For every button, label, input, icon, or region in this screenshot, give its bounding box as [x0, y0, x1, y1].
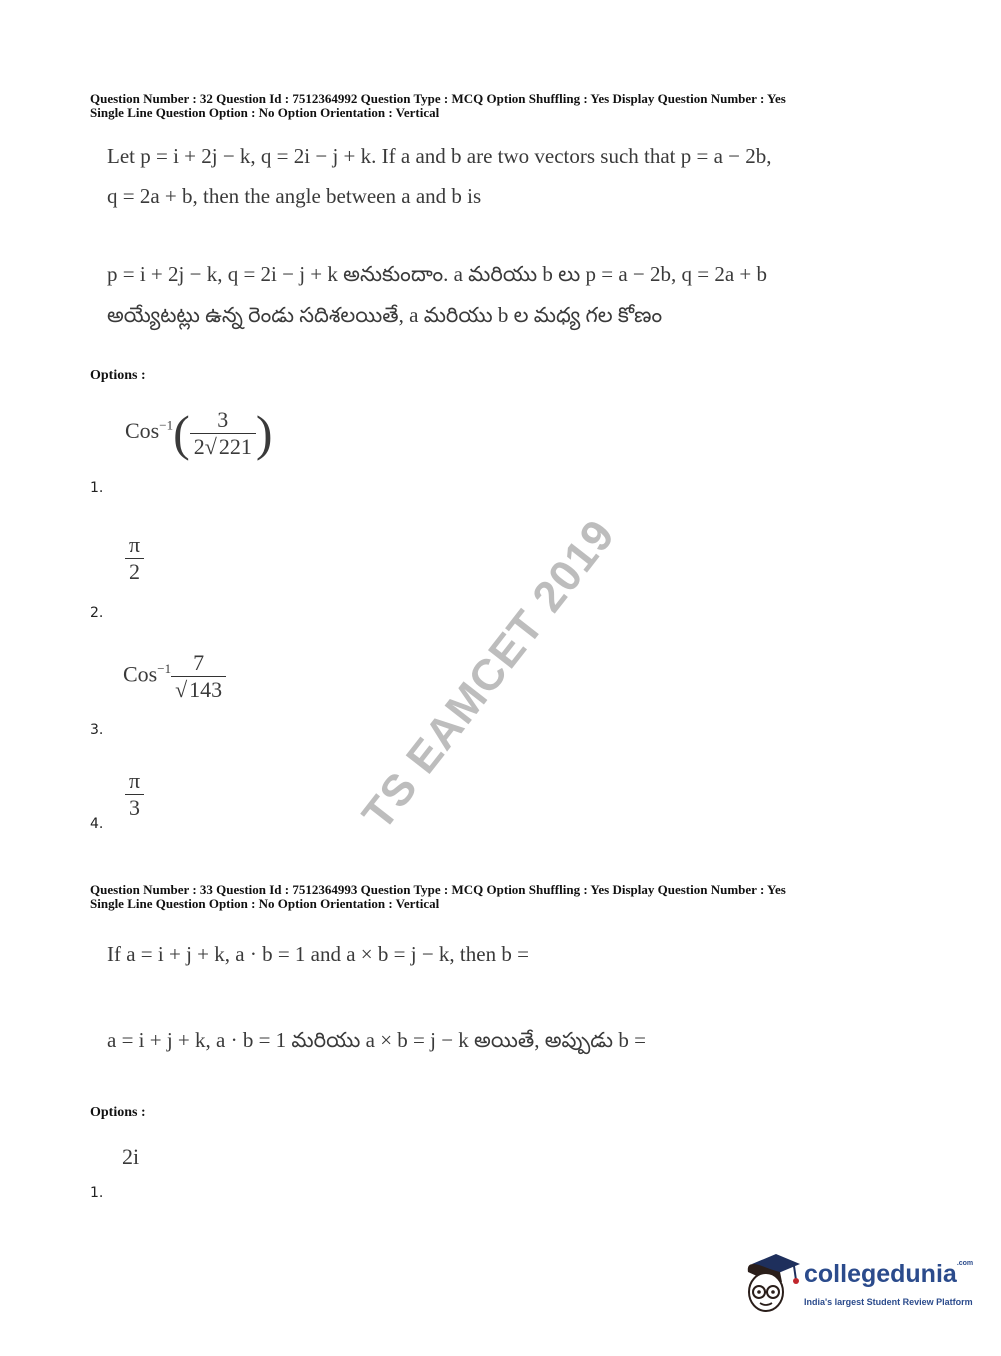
watermark: TS EAMCET 2019 — [353, 510, 625, 839]
q32-option-3-number: 3. — [90, 722, 104, 738]
q32-option-2-numerator: π — [129, 532, 141, 557]
collegedunia-logo[interactable] — [742, 1250, 972, 1320]
logo-name: collegedunia — [804, 1260, 957, 1288]
q32-meta-line2: Single Line Question Option : No Option Orientation : Vertical — [90, 105, 440, 120]
q33-option-1-number: 1. — [90, 1185, 104, 1201]
q32-option-4-denominator: 3 — [125, 794, 144, 821]
q33-metadata — [90, 883, 970, 911]
q33-english-line1: If a = i + j + k, a · b = 1 and a × b = j − k, then b = — [107, 942, 529, 966]
q32-option-4-expression — [125, 768, 144, 821]
q32-meta-line1: Question Number : 32 Question Id : 7512364992 Question Type : MCQ Option Shuffling : Yes Display Question Number : Yes — [90, 91, 786, 106]
q32-english-line2: q = 2a + b, then the angle between a and b is — [107, 184, 482, 208]
q32-option-2-denominator: 2 — [125, 558, 144, 585]
q33-options-label: Options : — [90, 1105, 146, 1120]
q32-option-1-den-coef: 2 — [193, 433, 205, 459]
q32-metadata — [90, 92, 970, 120]
q32-option-1-den-root: 221 — [218, 433, 252, 459]
q32-option-2-expression — [125, 532, 144, 585]
q32-option-3-expression: Cos$^{-1}$ $\frac{7}{√143}$ — [123, 650, 226, 703]
q33-telugu-line1: a = i + j + k, a · b = 1 మరియు a × b = j − k అయితే, అప్పుడు b = — [107, 1028, 646, 1052]
q32-option-1-numerator: 3 — [217, 406, 229, 432]
q32-option-3-numerator: 7 — [193, 650, 205, 675]
q32-options-label: Options : — [90, 368, 146, 383]
q32-option-2-number: 2. — [90, 605, 104, 621]
mascot-icon — [742, 1250, 802, 1316]
q32-option-3-exp: −1 — [157, 661, 172, 677]
q33-meta-line2: Single Line Question Option : No Option Orientation : Vertical — [90, 896, 440, 911]
q32-option-4-number: 4. — [90, 816, 104, 832]
q33-meta-line1: Question Number : 33 Question Id : 7512364993 Question Type : MCQ Option Shuffling : Yes Display Question Number : Yes — [90, 882, 786, 897]
q32-option-1-expression: Cos$^{-1}$( $\frac{3}{2√221}$ ) — [125, 405, 273, 461]
q32-telugu-line2: అయ్యేటట్లు ఉన్న రెండు సదిశలయితే, a మరియు b ల మధ్య గల కోణం — [107, 303, 663, 327]
q32-english-line1: Let p = i + 2j − k, q = 2i − j + k. If a and b are two vectors such that p = a − 2b, — [107, 144, 772, 168]
logo-com: .com — [956, 1260, 974, 1267]
q32-option-3-fn: Cos — [123, 661, 158, 687]
q32-option-4-numerator: π — [129, 768, 141, 793]
q32-telugu-line1: p = i + 2j − k, q = 2i − j + k అనుకుందాం. a మరియు b లు p = a − 2b, q = 2a + b — [107, 262, 768, 286]
logo-tagline: India's largest Student Review Platform — [804, 1297, 973, 1307]
q32-option-1-number: 1. — [90, 480, 104, 496]
q32-option-1-fn: Cos — [125, 418, 160, 444]
q33-option-1-expression: 2i — [122, 1144, 140, 1169]
q32-option-3-den-root: 143 — [189, 677, 223, 702]
q32-option-1-exp: −1 — [159, 417, 174, 433]
